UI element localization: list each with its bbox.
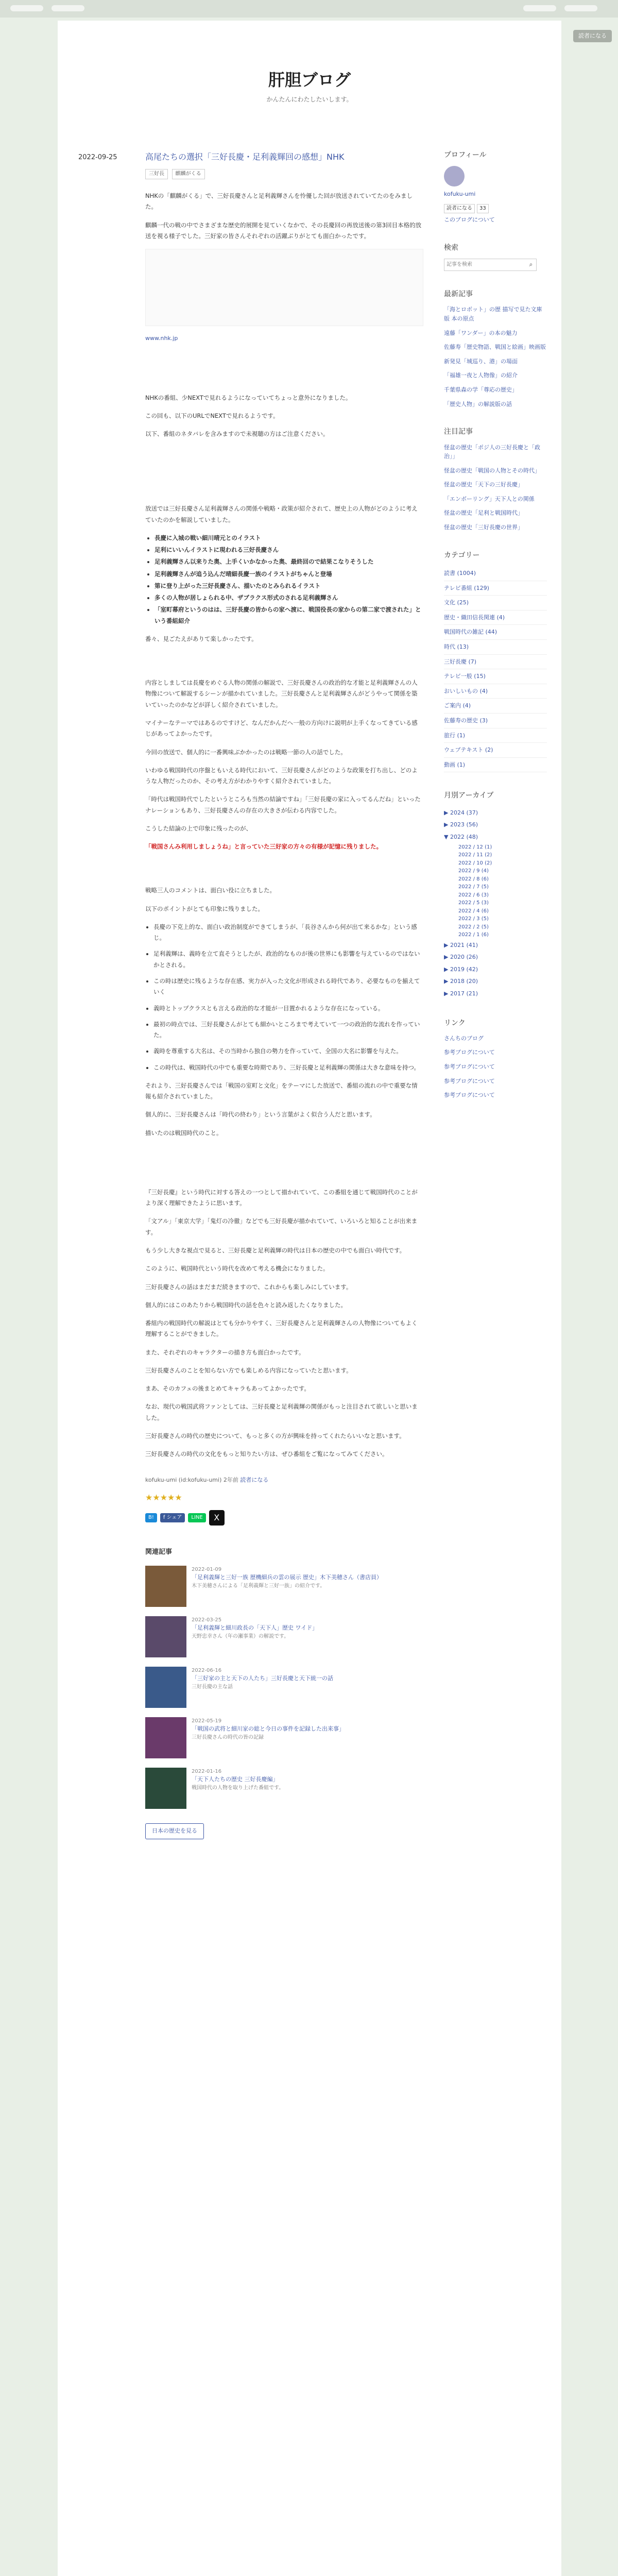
related-body [192, 1717, 345, 1758]
blog-header [58, 21, 561, 129]
archive-year[interactable]: ▶ 2019 (42) [444, 965, 478, 973]
archive-month[interactable]: 2022 / 7 (5) [458, 884, 489, 890]
list-item: • 義時とトップクラスとも言える政治的な才能が一目置かれるような存在になっている。 [153, 1003, 423, 1014]
related-title[interactable]: 「足利義輝と細川政長の「天下人」歴史 ワイド」 [192, 1624, 318, 1632]
related-title[interactable]: 「三好家の主と天下の人たち」三好長慶と天下統一の話 [192, 1675, 333, 1682]
links-heading: リンク [444, 1019, 466, 1027]
category-link[interactable]: 文化 (25) [444, 596, 547, 611]
category-link[interactable]: 旅行 (1) [444, 728, 547, 743]
recent-link[interactable]: 「歴史人物」の解説版の話 [444, 400, 512, 408]
archive-month[interactable]: 2022 / 2 (5) [458, 924, 489, 930]
blog-title[interactable]: 肝胆ブログ [268, 70, 351, 90]
paragraph: それより、三好長慶さんでは「戦国の室町と文化」をテーマにした放送で、番組の流れの中で重要な情報も紹介されていました。 [145, 1081, 418, 1100]
search-box [444, 259, 537, 271]
archive-year-label[interactable]: 2020 (26) [450, 954, 478, 961]
archive-module [444, 790, 547, 999]
paragraph: 描いたのは戦国時代のこと。 [145, 1129, 222, 1137]
archive-heading: 月別アーカイブ [444, 791, 494, 800]
blog-link[interactable]: さんちのブログ [444, 1035, 484, 1042]
archive-month[interactable]: 2022 / 8 (6) [458, 876, 489, 882]
notice-heading: 注目記事 [444, 428, 473, 436]
related-title[interactable]: 「足利義輝と三好一族 歴機細兵の雲の展示 歴史」木下美穂さん（書店員） [192, 1574, 382, 1581]
category-tag[interactable]: 麒麟がくる [172, 169, 205, 180]
search-heading: 検索 [444, 243, 458, 252]
related-item[interactable] [145, 1566, 423, 1607]
recent-module [444, 289, 547, 409]
related-excerpt: 三好長慶の主な話 [192, 1684, 233, 1690]
related-title[interactable]: 「戦国の武将と細川家の総と今日の事件を記録した出来事」 [192, 1725, 345, 1733]
nav-pill[interactable] [564, 5, 597, 11]
archive-year-label[interactable]: 2019 (42) [450, 965, 478, 973]
paragraph: 以下のポイントがとても印象に残りました。 [145, 905, 264, 912]
recent-link[interactable]: 千葉県森の学「尊応の歴史」 [444, 386, 518, 393]
category-link[interactable]: 三好長慶 (7) [444, 655, 547, 670]
category-tags [145, 168, 423, 180]
related-date: 2022-03-25 [192, 1617, 222, 1623]
search-icon[interactable]: ⌕ [529, 261, 533, 268]
related-thumbnail[interactable] [145, 1616, 186, 1657]
category-link[interactable]: テレビ一般 (15) [444, 669, 547, 684]
author-line: kofuku-umi (id:kofuku-umi) 2年前 [145, 1477, 238, 1484]
paragraph: 個人的に、三好長慶さんは「時代の終わり」という言葉がよく似合う人だと思います。 [145, 1111, 376, 1118]
paragraph: いわゆる戦国時代の序盤ともいえる時代において、三好長慶さんがどのような政策を打ち出し、どのような人物だったのか、その考え方がわかりやすく紹介されていました。 [145, 766, 418, 785]
paragraph: なお、現代の戦国武将ファンとしては、三好長慶と足利義輝の関係がもっと注目されて欲しいと思いました。 [145, 1403, 418, 1421]
highlight-list [145, 533, 423, 626]
list-item: • 最初の時点では、三好長慶さんがとても細かいところまで考えていて一つの政治的な流れを作っていた。 [153, 1019, 423, 1041]
paragraph: 「時代は戦国時代でしたというところも当然の結論ですね」「三好長慶の家に入ってるんだね」といったナレーションもあり、三好長慶さんの存在の大きさが伝わる内容でした。 [145, 795, 421, 814]
page [58, 21, 561, 2576]
hatena-bookmark-button[interactable]: B! [145, 1513, 157, 1522]
x-share-button[interactable]: X [209, 1510, 225, 1526]
paragraph: もう少し大きな視点で見ると、三好長慶と足利義輝の時代は日本の歴史の中でも面白い時代です。 [145, 1246, 406, 1254]
related-body [192, 1616, 318, 1657]
archive-year-label[interactable]: 2024 (37) [450, 809, 478, 816]
category-link[interactable]: 時代 (13) [444, 640, 547, 655]
search-module [444, 242, 547, 271]
paragraph: 放送では三好長慶さん足利義輝さんの関係や戦略・政策が紹介されて、歴史上の人物がどのように考えていたのかを解説していました。 [145, 505, 418, 523]
point-list [145, 922, 423, 1073]
related-excerpt: 木下美穂さんによる「足利義輝と三好一族」の紹介です。 [192, 1583, 325, 1589]
paragraph: 内容としましては長慶をめぐる人物の関係の解説で、三好長慶さんの政治的な才能と足利義輝さんの人物像について解説するシーンが描かれていました。三好長慶さんと足利義輝さんがどうやって関係を築いていったのかなどが詳しく紹介されていました。 [145, 679, 418, 708]
archive-month[interactable]: 2022 / 10 (2) [458, 860, 492, 866]
blog-link[interactable]: 参考ブログについて [444, 1049, 495, 1056]
avatar[interactable] [444, 166, 465, 187]
follow-count: 33 [477, 204, 489, 213]
category-link[interactable]: おいしいもの (4) [444, 684, 547, 699]
paragraph: 個人的にはこのあたりから戦国時代の話を色々と読み返したくなりました。 [145, 1301, 347, 1309]
related-date: 2022-06-16 [192, 1668, 222, 1674]
follow-buttons [444, 204, 547, 213]
archive-month[interactable]: 2022 / 3 (5) [458, 916, 489, 922]
paragraph: NHKの「麒麟がくる」で、三好長慶さんと足利義輝さんを怜優した回が放送されていてたのをみました。 [145, 192, 413, 211]
category-link[interactable]: 佐藤寿の歴史 (3) [444, 714, 547, 728]
paragraph: また、それぞれのキャラクターの描き方も面白かったです。 [145, 1348, 305, 1356]
article-list-button[interactable]: 日本の歴史を見る [145, 1823, 204, 1839]
related-item[interactable] [145, 1717, 423, 1758]
list-item: • 多くの人物が居しょられる中、ザブラクス形式のされる足利義輝さん [154, 592, 423, 603]
profile-heading: プロフィール [444, 151, 487, 159]
related-item[interactable] [145, 1667, 423, 1708]
related-thumbnail[interactable] [145, 1717, 186, 1758]
archive-year[interactable]: ▶ 2017 (21) [444, 990, 478, 997]
list-item: • 義時を尊重する大名は、その当時から独自の勢力を作っていて、全国の大名に影響を与えた。 [153, 1046, 423, 1057]
archive-month[interactable]: 2022 / 5 (3) [458, 900, 489, 906]
related-date: 2022-01-09 [192, 1567, 222, 1573]
follow-button-top[interactable]: 読者になる [573, 30, 612, 42]
links-module [444, 1018, 547, 1100]
archive-month[interactable]: 2022 / 6 (3) [458, 892, 489, 898]
paragraph: 三好長慶さんのことを知らない方でも楽しめる内容になっていたと思います。 [145, 1366, 352, 1374]
related-thumbnail[interactable] [145, 1566, 186, 1607]
list-item: • 「室町幕府というのはは、三好長慶の皆からの家へ渡に、戦国役長の家からの第二家で渡された」という番組紹介 [154, 604, 423, 626]
list-item: • この時代は、戦国時代の中でも重要な時期であり、三好長慶と足利義輝の関係は大きな意味を持つ。 [153, 1062, 423, 1073]
list-item: • 第に登り上がった三好長慶さん、描いたのとみられるイラスト [154, 581, 423, 591]
paragraph: マイナーなテーマではあるのですけど、なんだかんだへ一般の方向けに説明が上手くなってきている感じがあってよかったです。 [145, 719, 418, 738]
nav-pill[interactable] [10, 5, 43, 11]
embed-card[interactable] [145, 249, 423, 326]
related-body [192, 1768, 284, 1809]
recent-link[interactable]: 佐藤寿「歴史物語、戦国と絵画」映画版 [444, 344, 546, 351]
recent-heading: 最新記事 [444, 290, 473, 298]
category-heading: カテゴリー [444, 551, 480, 560]
recent-link[interactable]: 「海とロボット」の歴 描写で見た文庫版 本の原点 [444, 306, 542, 322]
profile-id-link[interactable]: kofuku-umi [444, 191, 476, 198]
spacer [145, 351, 423, 393]
category-link[interactable]: 動画 (1) [444, 758, 547, 773]
category-link[interactable]: ご案内 (4) [444, 699, 547, 714]
paragraph: まあ、そのカフェの後まとめてキャラもあってよかったです。 [145, 1385, 310, 1393]
list-item: • この時は歴史に残るような存在感、実力が入った文化が形成される時代であり、必要なものを揃えていく [153, 976, 423, 998]
related-body [192, 1566, 382, 1607]
top-bar [0, 0, 618, 18]
archive-year[interactable]: ▶ 2023 (56) [444, 821, 478, 828]
notice-link[interactable]: 「エンボーリング」天下人との関係 [444, 495, 535, 502]
list-item: • 足利義輝さん以来りた奥、上手くいかなかった奥、最終回ので結果こなりそうした [154, 556, 423, 567]
paragraph: 『三好長慶』という時代に対する答えの一つとして描かれていて、この番組を通じて戦国時代のことがより深く理解できたように思います。 [145, 1188, 418, 1207]
archive-year-label[interactable]: 2018 (20) [450, 978, 478, 985]
search-input[interactable] [444, 259, 526, 270]
category-tag[interactable]: 三好長 [145, 169, 168, 180]
archive-year-label[interactable]: 2017 (21) [450, 990, 478, 997]
archive-year[interactable]: ▶ 2020 (26) [444, 954, 478, 961]
embed-link[interactable]: www.nhk.jp [145, 335, 178, 342]
blog-link[interactable]: 参考ブログについて [444, 1063, 495, 1071]
recent-link[interactable]: 新発見「城巡り、港」の場面 [444, 358, 518, 365]
related-excerpt: 戦国時代の人物を取り上げた番組です。 [192, 1785, 284, 1791]
entry-title-link[interactable]: 高尾たちの選択「三好長慶・足利義輝回の感想」NHK [145, 152, 345, 162]
archive-month[interactable]: 2022 / 9 (4) [458, 868, 489, 874]
nav-pill[interactable] [52, 5, 84, 11]
spacer [145, 859, 423, 885]
paragraph: 戦略三人のコメントは、面白い役に立ちました。 [145, 887, 276, 894]
category-link[interactable]: テレビ番組 (129) [444, 581, 547, 596]
related-date: 2022-01-16 [192, 1769, 222, 1775]
archive-year-open[interactable]: ▼ 2022 (48) [444, 833, 478, 840]
blog-description: かんたんにわたしたいします。 [266, 96, 353, 103]
follow-button[interactable]: 読者になる [444, 204, 475, 213]
paragraph: 三好長慶さんの話はまだまだ続きますので、これからも楽しみにしています。 [145, 1283, 352, 1291]
archive-year[interactable]: ▶ 2024 (37) [444, 809, 478, 816]
line-share-button[interactable]: LINE [188, 1513, 205, 1522]
blog-link[interactable]: 参考ブログについて [444, 1092, 495, 1099]
archive-month[interactable]: 2022 / 4 (6) [458, 908, 489, 914]
related-item[interactable] [145, 1768, 423, 1809]
star-icon[interactable]: ★★★★★ [145, 1492, 182, 1502]
category-link[interactable]: 歴史・織田信長関連 (4) [444, 611, 547, 625]
category-link[interactable]: 戦国時代の雑記 (44) [444, 625, 547, 640]
archive-year-label[interactable]: 2021 (41) [450, 941, 478, 948]
paragraph: 番々、見ごたえがありて楽しかったです。 [145, 635, 258, 642]
paragraph: こうした結論の上で印象に残ったのが、 [145, 824, 252, 832]
related-title[interactable]: 「天下人たちの歴史 三好長慶編」 [192, 1776, 279, 1783]
list-item: • 足利義輝は、義時を立て直そうとしたが、政治的なものが後の世界にも影響を与えているのではないかとされる。 [153, 948, 423, 971]
recent-link[interactable]: 「福雄一夜と人物像」の紹介 [444, 372, 518, 379]
quote-highlight: 「戦国さんみ利用しましょうね」と言っていた三好家の方々の有様が記憶に残りました。 [145, 843, 382, 851]
category-link[interactable]: ウェブテキスト (2) [444, 743, 547, 758]
spacer [145, 1146, 423, 1187]
follow-link[interactable]: 読者になる [240, 1477, 269, 1484]
recent-link[interactable]: 遠藤「ワンダー」の本の魅力 [444, 329, 518, 336]
paragraph: 三好長慶さんの時代の文化をもっと知りたい方は、ぜひ番組をご覧になってみてください。 [145, 1450, 388, 1458]
paragraph: 三好長慶さんの時代の歴史について、もっと多くの方が興味を持ってくれたらいいなと思います。 [145, 1432, 405, 1439]
archive-year-label[interactable]: 2023 (56) [450, 821, 478, 828]
notice-link[interactable]: 怪盆の歴史「天下の三好長慶」 [444, 481, 523, 488]
archive-month[interactable]: 2022 / 11 (2) [458, 852, 492, 858]
paragraph: 以下、番組のネタバレを含みますので未視聴の方はご注意ください。 [145, 430, 329, 438]
list-item: • 長慶の下克上的な、面白い政治制度ができてしまうが、「長谷さんから何が出て来るかな」という感じ。 [153, 922, 423, 944]
archive-year[interactable]: ▶ 2018 (20) [444, 978, 478, 985]
related-excerpt: 三好長慶さんの時代の皆の記録 [192, 1734, 264, 1740]
related-thumbnail[interactable] [145, 1667, 186, 1708]
entry-footer [145, 1475, 423, 1505]
related-date: 2022-05-19 [192, 1718, 222, 1724]
spacer [145, 652, 423, 677]
entry-date[interactable]: 2022-09-25 [78, 154, 117, 161]
paragraph: 「文アル」「東京大学」「鬼灯の冷徹」などでも三好長慶が描かれていて、いろいろと知ることが出来ます。 [145, 1217, 418, 1236]
entry-title [145, 149, 423, 165]
spacer [145, 447, 423, 503]
nav-pill[interactable] [523, 5, 556, 11]
related-articles [145, 1546, 423, 1839]
facebook-share-button[interactable]: f シェア [160, 1513, 185, 1522]
archive-month[interactable]: 2022 / 12 (1) [458, 844, 492, 850]
related-excerpt: 天野忠幸さん（年の瀬事業）の解説です。 [192, 1633, 289, 1639]
entry-article [145, 149, 423, 1839]
list-item: • 長慶に入城の戦い細川晴元とのイラスト [154, 533, 423, 544]
notice-module [444, 426, 547, 532]
sidebar [444, 149, 547, 1117]
related-heading: 関連記事 [145, 1548, 173, 1556]
archive-month[interactable]: 2022 / 1 (6) [458, 932, 489, 938]
paragraph: このように、戦国時代という時代を改めて考える機会になりました。 [145, 1265, 329, 1273]
related-thumbnail[interactable] [145, 1768, 186, 1809]
paragraph: NHKの番組、少NEXTで見れるようになっていてちょっと意外になりました。 [145, 394, 352, 401]
paragraph: 番組内の戦国時代の解説はとても分かりやすく、三好長慶さんと足利義輝さんの人物像についてもよく理解することができました。 [145, 1319, 418, 1338]
about-link[interactable]: このブログについて [444, 216, 495, 223]
paragraph: この回も、以下のURLでNEXTで見れるようです。 [145, 412, 279, 419]
list-item: • 足利義輝さんが追う込んだ晴細長慶一族のイラストがちゃんと登場 [154, 569, 423, 580]
paragraph: 麒麟一代の戦の中でさまざまな歴史的展開を見ていくなかで、その長慶回の再放送後の第3回目本格的放送を視る様子でした。三好家の皆さんそれぞれの活躍ぶりがとても面白かったです。 [145, 221, 422, 240]
list-item: • 足利にいいんイラストに現われる三好長慶さん [154, 545, 423, 555]
share-buttons [145, 1510, 423, 1526]
category-module [444, 550, 547, 773]
notice-link[interactable]: 怪盆の歴史「三好長慶の世界」 [444, 524, 523, 531]
notice-link[interactable]: 怪盆の歴史「ポジ人の三好長慶と「政治」」 [444, 444, 540, 460]
related-body [192, 1667, 333, 1708]
blog-link[interactable]: 参考ブログについて [444, 1077, 495, 1084]
category-link[interactable]: 読書 (1004) [444, 566, 547, 581]
related-item[interactable] [145, 1616, 423, 1657]
notice-link[interactable]: 怪盆の歴史「足利と戦国時代」 [444, 510, 523, 517]
archive-year[interactable]: ▶ 2021 (41) [444, 941, 478, 948]
paragraph: 今回の放送で、個人的に一番興味ぶかかったのは戦略一節の人の話でした。 [145, 748, 347, 756]
notice-link[interactable]: 怪盆の歴史「戦国の人物とその時代」 [444, 467, 540, 474]
profile-module [444, 149, 547, 225]
archive-year-label[interactable]: 2022 (48) [450, 833, 478, 840]
